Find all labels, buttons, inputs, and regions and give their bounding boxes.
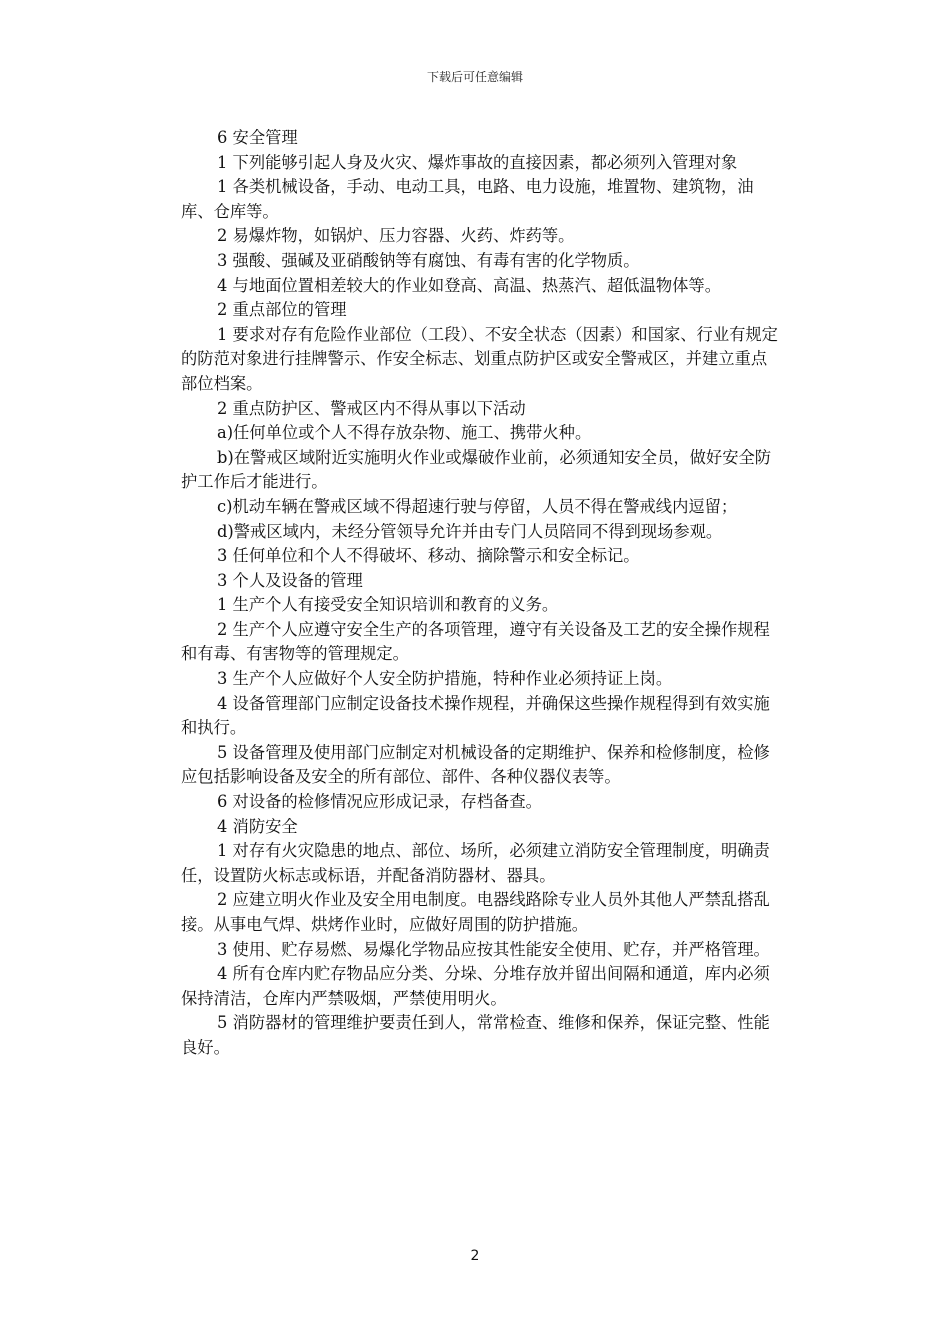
paragraph: 6 对设备的检修情况应形成记录，存档备查。 bbox=[217, 792, 542, 812]
paragraph: 1 各类机械设备，手动、电动工具，电路、电力设施，堆置物、建筑物，油库、仓库等。 bbox=[181, 177, 754, 221]
paragraph: 4 设备管理部门应制定设备技术操作规程，并确保这些操作规程得到有效实施和执行。 bbox=[181, 693, 770, 738]
paragraph: 2 应建立明火作业及安全用电制度。电器线路除专业人员外其他人严禁乱搭乱接。从事电气焊、烘烤作业时，应做好周围的防护措施。 bbox=[181, 890, 770, 934]
page-number: 2 bbox=[470, 1248, 480, 1264]
paragraph: 4 所有仓库内贮存物品应分类、分垛、分堆存放并留出间隔和通道，库内必须保持清洁，仓库内严禁吸烟，严禁使用明火。 bbox=[181, 964, 770, 1008]
paragraph: 1 要求对存有危险作业部位（工段）、不安全状态（因素）和国家、行业有规定的防范对象进行挂牌警示、作安全标志、划重点防护区或安全警戒区，并建立重点部位档案。 bbox=[181, 324, 778, 393]
paragraph: 4 与地面位置相差较大的作业如登高、高温、热蒸汽、超低温物体等。 bbox=[217, 275, 721, 295]
paragraph: 2 重点防护区、警戒区内不得从事以下活动 bbox=[217, 398, 526, 418]
page-header: 下载后可任意编辑 bbox=[426, 70, 523, 84]
paragraph: 3 使用、贮存易燃、易爆化学物品应按其性能安全使用、贮存，并严格管理。 bbox=[217, 939, 770, 959]
paragraph: 3 任何单位和个人不得破坏、移动、摘除警示和安全标记。 bbox=[217, 546, 640, 566]
paragraph: 6 安全管理 bbox=[217, 128, 298, 147]
paragraph: 5 设备管理及使用部门应制定对机械设备的定期维护、保养和检修制度，检修应包括影响设备及安全的所有部位、部件、各种仪器仪表等。 bbox=[181, 742, 770, 787]
paragraph: d)警戒区域内，未经分管领导允许并由专门人员陪同不得到现场参观。 bbox=[217, 521, 723, 541]
paragraph: 2 易爆炸物，如锅炉、压力容器、火药、炸药等。 bbox=[217, 226, 575, 246]
paragraph: 1 下列能够引起人身及火灾、爆炸事故的直接因素，都必须列入管理对象 bbox=[217, 152, 738, 172]
paragraph: 3 强酸、强碱及亚硝酸钠等有腐蚀、有毒有害的化学物质。 bbox=[217, 250, 640, 270]
paragraph: 4 消防安全 bbox=[217, 816, 298, 836]
paragraph: 1 生产个人有接受安全知识培训和教育的义务。 bbox=[217, 595, 559, 615]
paragraph: a)任何单位或个人不得存放杂物、施工、携带火种。 bbox=[217, 423, 592, 443]
paragraph: 3 个人及设备的管理 bbox=[217, 570, 363, 590]
paragraph: b)在警戒区域附近实施明火作业或爆破作业前，必须通知安全员，做好安全防护工作后才能进行。 bbox=[181, 447, 772, 492]
document-body bbox=[181, 126, 781, 1061]
paragraph: 5 消防器材的管理维护要责任到人，常常检查、维修和保养，保证完整、性能良好。 bbox=[181, 1013, 770, 1057]
paragraph: 3 生产个人应做好个人安全防护措施，特种作业必须持证上岗。 bbox=[217, 669, 673, 689]
paragraph: c)机动车辆在警戒区域不得超速行驶与停留，人员不得在警戒线内逗留； bbox=[217, 496, 738, 516]
paragraph: 2 重点部位的管理 bbox=[217, 300, 347, 320]
paragraph: 1 对存有火灾隐患的地点、部位、场所，必须建立消防安全管理制度，明确责任，设置防火标志或标语，并配备消防器材、器具。 bbox=[181, 841, 770, 885]
paragraph: 2 生产个人应遵守安全生产的各项管理，遵守有关设备及工艺的安全操作规程和有毒、有害物等的管理规定。 bbox=[181, 619, 770, 664]
